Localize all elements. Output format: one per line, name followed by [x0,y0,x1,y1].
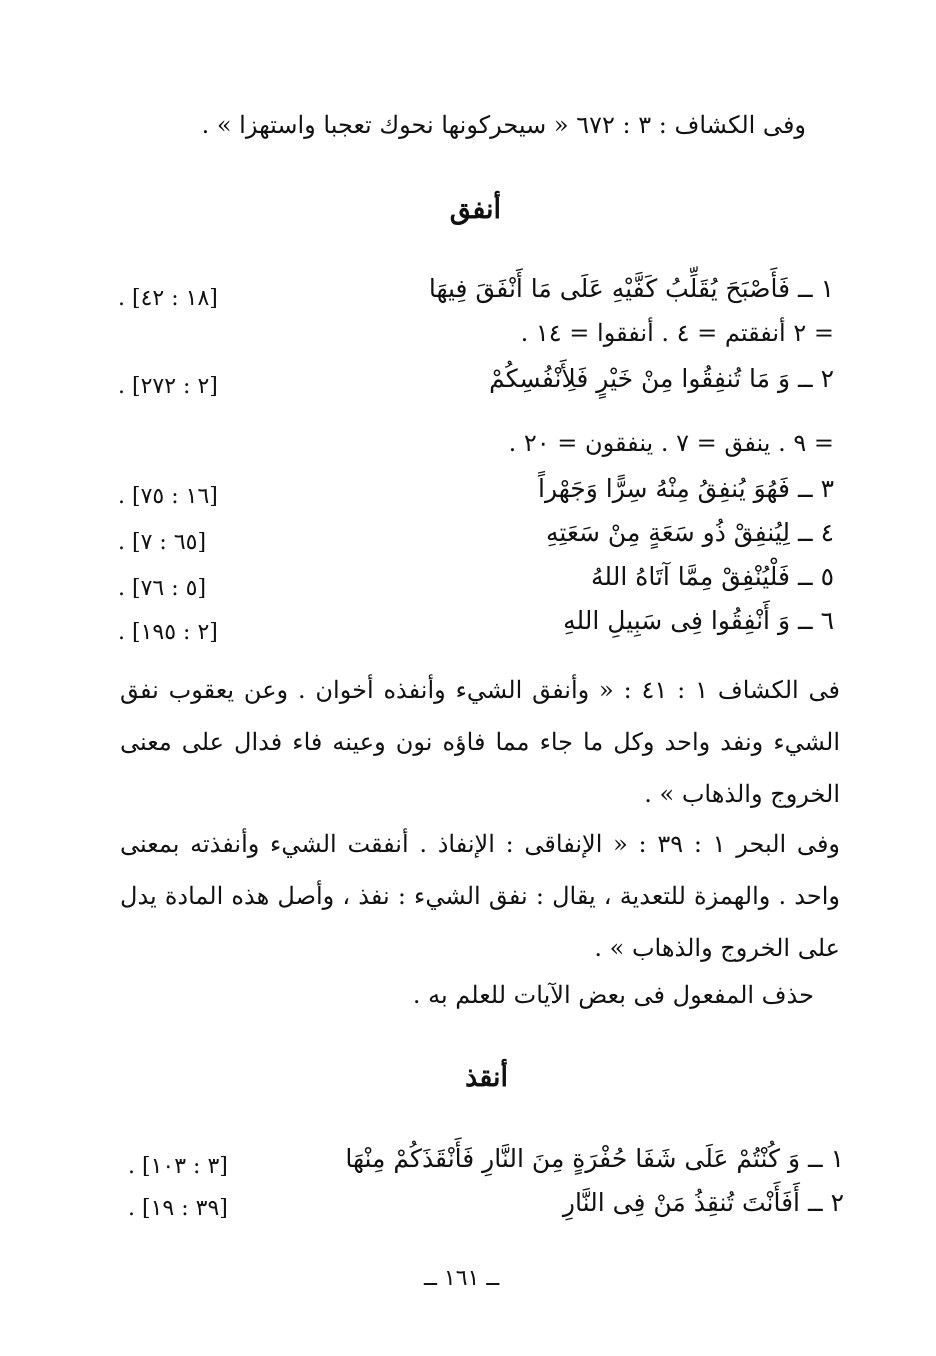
intro-line-1: وفى الكشاف : ٣ : ٦٧٢ « سيحركونها نحوك تعجبا واستهزا » . [201,111,806,139]
verse-reference: [٥ : ٧٦] . [118,576,207,601]
verse-entry: ٦ ــ وَ أَنْفِقُوا فِى سَبِيلِ اللهِ [563,606,834,635]
commentary-note: حذف المفعول فى بعض الآيات للعلم به . [412,981,814,1009]
frequency-note: = ٢ أنفقتم = ٤ . أنفقوا = ١٤ . [520,319,834,347]
verse-reference: [٣٩ : ١٩] . [128,1196,228,1221]
verse-reference: [٦٥ : ٧] . [118,530,207,555]
verse-entry: ٤ ــ لِيُنفِقْ ذُو سَعَةٍ مِنْ سَعَتِهِ [546,518,834,547]
page-number: ــ ١٦١ ــ [424,1266,500,1291]
verse-reference: [١٦ : ٧٥] . [118,484,218,509]
verse-entry: ١ ــ فَأَصْبَحَ يُقَلِّبُ كَفَّيْهِ عَلَى مَا أَنْفَقَ فِيهَا [428,274,834,303]
frequency-note: = ٩ . ينفق = ٧ . ينفقون = ٢٠ . [508,429,834,457]
commentary-kashshaf: فى الكشاف ١ : ٤١ : « وأنفق الشيء وأنفذه أخوان . وعن يعقوب نفق الشيء ونفد واحد وكل ما جاء مما فاؤه نون وعينه فاء فدال على معنى الخروج والذهاب » . [120,676,841,808]
verse-reference: [٣ : ١٠٣] . [128,1154,228,1179]
section-heading-anfaq: أنفق [449,194,501,225]
verse-entry: ٢ ــ وَ مَا تُنفِقُوا مِنْ خَيْرٍ فَلِأَنْفُسِكُمْ [489,364,834,393]
verse-entry: ٥ ــ فَلْيُنْفِقْ مِمَّا آتَاهُ اللهُ [591,562,834,591]
verse-entry: ٢ ــ أَفَأَنْتَ تُنقِذُ مَنْ فِى النَّارِ [562,1188,844,1217]
verse-entry: ١ ــ وَ كُنْتُمْ عَلَى شَفَا حُفْرَةٍ مِنَ النَّارِ فَأَنْقَذَكُمْ مِنْهَا [345,1144,844,1173]
verse-entry: ٣ ــ فَهُوَ يُنفِقُ مِنْهُ سِرًّا وَجَهْراً [538,474,834,503]
verse-reference: [٢ : ٢٧٢] . [118,374,218,399]
section-heading-anqadh: أنقذ [465,1062,508,1093]
verse-reference: [١٨ : ٤٢] . [118,286,218,311]
commentary-bahr: وفى البحر ١ : ٣٩ : « الإنفاقى : الإنفاذ . أنفقت الشيء وأنفذته بمعنى واحد . والهمزة للتعدية ، يقال : نفق الشيء : نفذ ، وأصل هذه المادة يدل على الخروج والذهاب » . [120,830,840,962]
verse-reference: [٢ : ١٩٥] . [118,620,218,645]
